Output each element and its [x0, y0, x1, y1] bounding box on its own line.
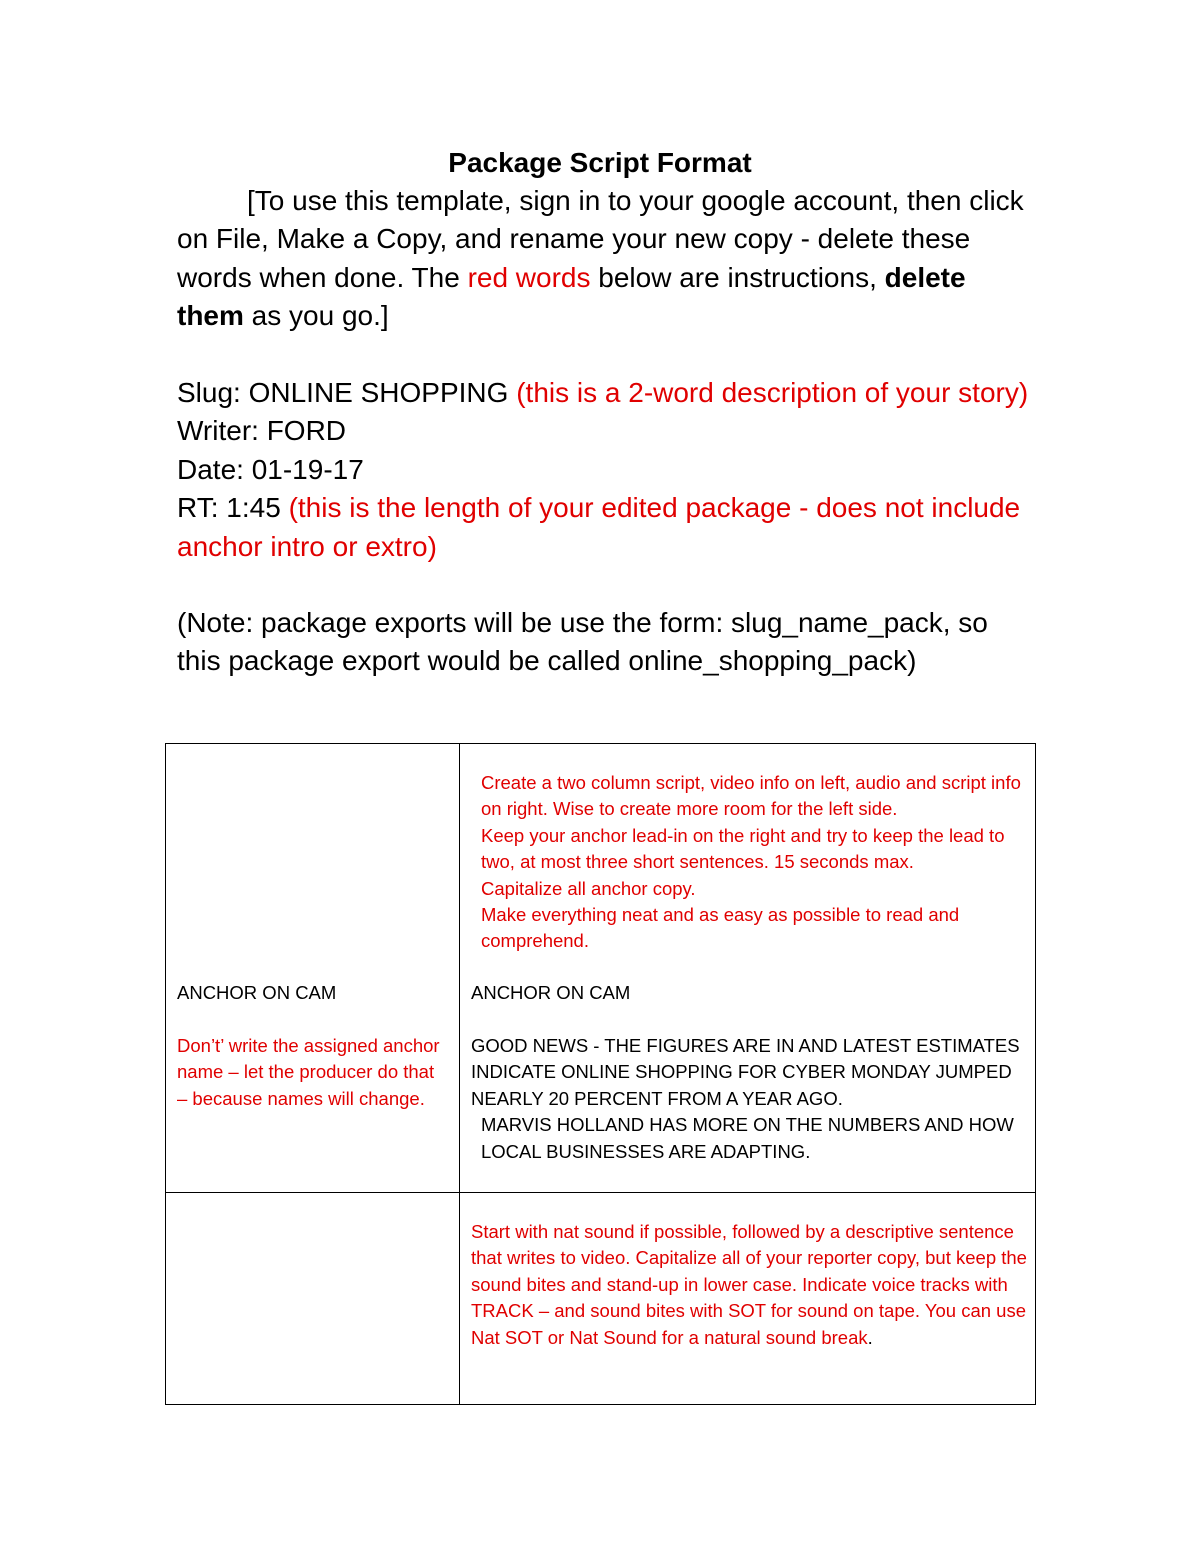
writer-line: Writer: FORD	[177, 415, 347, 447]
script-metadata	[177, 374, 1057, 566]
left-anchor-note: Don’t’ write the assigned anchor name – let the producer do that – because names will change.	[177, 1035, 440, 1109]
video-cell	[166, 1193, 460, 1405]
table-row	[166, 1193, 1036, 1405]
slug-label: Slug: ONLINE SHOPPING	[177, 377, 517, 408]
audio-cell	[460, 744, 1036, 1193]
anchor-copy-paragraph: MARVIS HOLLAND HAS MORE ON THE NUMBERS AND HOW LOCAL BUSINESSES ARE ADAPTING.	[481, 1114, 1014, 1162]
two-column-script-table	[165, 743, 1036, 1405]
anchor-copy	[471, 1033, 1031, 1165]
intro-bold-text: delete them	[177, 261, 966, 332]
intro-text-3: as you go.]	[243, 300, 389, 332]
instruction-item: Keep your anchor lead-in on the right and try to keep the lead to two, at most three short sentences. 15 seconds max.	[481, 824, 1005, 873]
package-instructions-text: Start with nat sound if possible, followed by a descriptive sentence that writes to video. Capitalize all of your reporter copy, but keep the sound bites and stand-up in lower case. Indicate voice tracks with TRACK – and sound bites with SOT for sound on tape. You can use Nat SOT or Nat Sound for a natural sound break	[471, 1221, 1027, 1348]
anchor-copy-paragraph: GOOD NEWS - THE FIGURES ARE IN AND LATEST ESTIMATES INDICATE ONLINE SHOPPING FOR CYBER MONDAY JUMPED NEARLY 20 PERCENT FROM A YEAR AGO.	[471, 1035, 1020, 1109]
package-instructions-period: .	[867, 1326, 873, 1348]
date-line: Date: 01-19-17	[177, 453, 364, 485]
intro-text-1: [To use this template, sign in to your google account, then click on File, Make a Copy, and rename your new copy - delete these words when done. The	[177, 185, 1024, 293]
video-cell	[166, 744, 460, 1193]
instruction-item: Make everything neat and as easy as possible to read and comprehend.	[481, 904, 960, 952]
intro-paragraph	[177, 182, 1037, 336]
rt-note: (this is the length of your edited package - does not include anchor intro or extro)	[177, 492, 1021, 562]
intro-red-words: red words	[467, 261, 591, 293]
instruction-item: Create a two column script, video info on left, audio and script info on right. Wise to create more room for the left side.	[481, 772, 1021, 820]
export-note: (Note: package exports will be use the form: slug_name_pack, so this package export would be called online_shopping_pack)	[177, 607, 988, 677]
instruction-item: Capitalize all anchor copy.	[481, 877, 696, 899]
table-row	[166, 744, 1036, 1193]
package-instructions	[471, 1219, 1031, 1351]
audio-cell	[460, 1193, 1036, 1405]
slug-note: (this is a 2-word description of your story)	[516, 377, 1029, 408]
left-anchor-label: ANCHOR ON CAM	[177, 982, 337, 1003]
instruction-list	[471, 770, 1031, 955]
rt-label: RT: 1:45	[177, 492, 289, 524]
intro-text-2: below are instructions,	[590, 261, 885, 293]
page-title: Package Script Format	[448, 147, 752, 178]
right-anchor-label: ANCHOR ON CAM	[471, 982, 631, 1003]
rt-line	[177, 489, 1057, 566]
slug-line	[177, 374, 1057, 412]
